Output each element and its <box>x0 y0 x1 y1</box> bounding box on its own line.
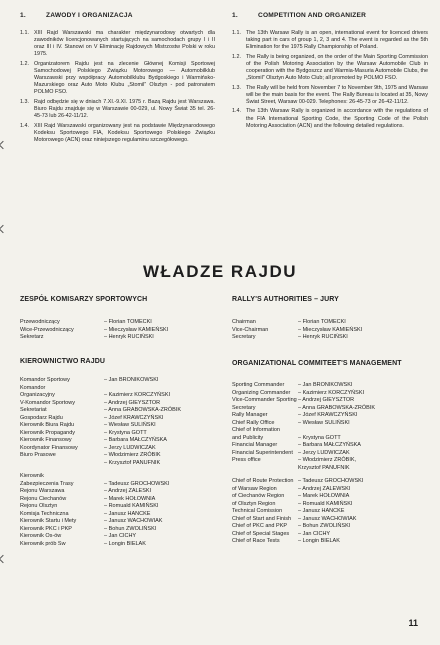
mgmt-heading-pl: KIEROWNICTWO RAJDU <box>20 358 106 365</box>
person-name: – Tadeusz GROCHOWSKI <box>298 478 364 484</box>
role-label: of Warsaw Region <box>232 485 277 492</box>
person-name: – Bohun ZWOLIŃSKI <box>104 525 157 532</box>
person-name: – Janusz HANCKE <box>298 508 345 514</box>
role-label: Kierownik prób Sw <box>20 540 66 547</box>
roster-row <box>232 457 375 465</box>
role-label: Komandor Sportowy <box>20 377 70 383</box>
role-label: Kierownik Os-ów <box>20 533 62 539</box>
person-name: – Andrzej GIEYSZTOR <box>104 399 161 406</box>
role-label: Sekretarz <box>20 334 44 340</box>
paragraph-text: XIII Rajd Warszawski organizowany jest na podstawie Międzynarodowego Kodeksu Sportowego FIA, Kodeksu Sportowego Polskiego Związku Motorowego (ACN) oraz niniejszego regulaminu szczegółowego. <box>34 122 215 143</box>
person-name: – Krzysztof PANUFNIK <box>104 459 161 466</box>
person-name: – Bohun ZWOLIŃSKI <box>298 523 351 529</box>
role-label: Chief Rally Office <box>232 419 275 426</box>
paragraph-text: The 13th Warsaw Rally is organized in accordance with the regulations of the FIA International Sporting Code, the Sporting Code of the Polish Motoring Association (ACN) and the following detailed regulations. <box>246 108 428 129</box>
roster-row <box>20 385 181 393</box>
role-label: Rejonu Warszawa <box>20 488 65 494</box>
person-name: – Janusz WACHOWIAK <box>104 518 163 524</box>
section-pl <box>20 12 215 146</box>
paragraph <box>20 61 215 96</box>
roster-row <box>232 442 375 450</box>
role-label <box>20 460 104 468</box>
paragraph-text: Organizatorem Rajdu jest na zlecenie Głównej Komisji Sportowej Samochodowej Polskiego Związku Motorowego — Automobilklub Warszawski przy współpracy Automobilklubu Bydgoskiego i Warmińsko-Mazurskiego oraz Auto Moto Klubu „Stomil” Olsztyn - pod patronatem POLMO FSO. <box>34 60 215 96</box>
person-name: – Longin BIELAK <box>298 538 340 544</box>
roster-row <box>232 478 375 486</box>
paragraphs-pl <box>20 30 215 144</box>
paragraph <box>232 30 428 51</box>
roster-row <box>20 437 181 445</box>
role-label: Komandor <box>20 384 46 391</box>
roster-row <box>20 430 181 438</box>
person-name: – Jerzy LUDWICZAK <box>104 444 156 451</box>
roster-row <box>232 327 362 335</box>
roster-row <box>20 334 168 342</box>
person-name: – Andrzej GIEYSZTOR <box>298 397 355 403</box>
roster-row <box>20 481 181 489</box>
roster-row <box>232 465 375 473</box>
roster-row <box>20 327 168 335</box>
role-label: Organizing Commander <box>232 389 291 396</box>
person-name: – Henryk RUCIŃSKI <box>298 334 348 340</box>
person-name: – Jerzy LUDWICZAK <box>298 449 350 456</box>
person-name: – Florian TOMECKI <box>298 319 346 325</box>
roster-row <box>232 501 375 509</box>
margin-mark <box>0 555 7 563</box>
paragraph-text: The Rally will be held from November 7 to November 9th, 1975 and Warsaw will be the main basis for the event. The Rally Bureau is located at 35, Nowy Świat Street, Warsaw 00-029. Telephones: 26-45-73 or 26-42-11/12. <box>246 84 428 105</box>
person-name: – Jan CICHY <box>104 533 137 539</box>
role-label: Kierownik Biura Rajdu <box>20 422 75 428</box>
role-label: Press office <box>232 457 261 463</box>
person-name: – Wiesław SULIŃSKI <box>298 419 350 426</box>
person-name: Krzysztof PANUFNIK <box>298 464 350 471</box>
role-label: V-Komandor Sportowy <box>20 399 76 406</box>
role-label: Koordynator Finansowy <box>20 444 78 451</box>
section-heading-pl: 1. ZAWODY I ORGANIZACJA <box>20 12 133 19</box>
paragraphs-en <box>232 30 428 130</box>
roster-row <box>20 533 181 541</box>
person-name: – Jan CICHY <box>298 530 331 537</box>
role-label: Kierownik Propagandy <box>20 429 76 436</box>
person-name: – Longin BIELAK <box>104 540 146 547</box>
section-en <box>232 12 428 132</box>
jury-heading-en: RALLY'S AUTHORITIES – JURY <box>232 296 339 303</box>
roster-row <box>20 400 181 408</box>
paragraph-number: 1.2. <box>232 53 241 60</box>
person-name: – Wiesław SULIŃSKI <box>104 422 156 428</box>
role-label: of Olsztyn Region <box>232 500 276 507</box>
person-name: – Anna GRABOWSKA-ZRÓBIK <box>298 404 376 411</box>
roster-row <box>232 427 375 435</box>
roster-row <box>232 493 375 501</box>
role-label: Chief of Information <box>232 427 280 433</box>
role-label: Sporting Commander <box>232 382 285 388</box>
paragraph-number: 1.2. <box>20 60 29 67</box>
paragraph-text: The Rally is being organized, on the order of the Main Sporting Commission of the Polish Motoring Association by the Warsaw Automobile Club in cooperation with the Bydgoszcz and Warmia-Masuria Automobile Clubs, the „Stomil” Olsztyn Auto Moto Club; all promoted by POLMO FSO. <box>246 53 428 82</box>
person-name: – Romuald KAMIŃSKI <box>298 500 353 507</box>
paragraph <box>232 108 428 129</box>
person-name: – Janusz HANCKE <box>104 510 151 517</box>
roster-row <box>20 407 181 415</box>
role-label: Przewodniczący <box>20 319 60 325</box>
paragraph-text: XIII Rajd Warszawski ma charakter międzynarodowy otwartych dla zawodników licencjonowanych startujących na samochodach grupy I i II oraz III i IV. Stanowi on V Eliminację Rajdowych Mistrzostw Polski w roku 1975. <box>34 30 215 58</box>
person-name: – Romuald KAMIŃSKI <box>104 503 159 509</box>
roster-row <box>232 420 375 428</box>
margin-mark <box>0 141 7 149</box>
roster-row <box>232 319 362 327</box>
person-name: – Tadeusz GROCHOWSKI <box>104 480 170 487</box>
roster-row <box>20 496 181 504</box>
person-name: – Mieczysław KAMIEŃSKI <box>104 326 169 333</box>
roster-row <box>20 452 181 460</box>
paragraph-number: 1.4. <box>20 122 29 129</box>
paragraph <box>20 30 215 58</box>
person-name: – Jan BRONIKOWSKI <box>104 377 159 383</box>
roster-row <box>232 435 375 443</box>
person-name: – Krystyna GOTT <box>298 434 341 441</box>
roster-row <box>20 445 181 453</box>
jury-list-pl <box>20 319 168 342</box>
person-name: – Krystyna GOTT <box>104 429 147 436</box>
roster-row <box>232 486 375 494</box>
person-name: – Andrzej ZALEWSKI <box>298 485 351 492</box>
person-name: – Janusz WACHOWIAK <box>298 515 357 522</box>
role-label: Kierownik Startu i Mety <box>20 518 77 524</box>
person-name: – Marek HOŁOWNIA <box>298 493 350 499</box>
role-label: Kierownik Finansowy <box>20 437 72 443</box>
role-label: Kierownik PKC i PKP <box>20 525 72 532</box>
roster-row <box>20 503 181 511</box>
roster-row <box>232 405 375 413</box>
role-label: Chief of Start and Finish <box>232 515 292 522</box>
role-label: Financial Manager <box>232 442 278 448</box>
role-label: Chief of Race Tests <box>232 538 280 544</box>
roster-row <box>232 382 375 390</box>
roster-row <box>20 473 181 481</box>
person-name: – Barbara MAŁCZYŃSKA <box>298 442 361 448</box>
mgmt-list-pl <box>20 377 181 548</box>
roster-row <box>20 319 168 327</box>
person-name: – Kazimierz KORCZYŃSKI <box>298 389 365 396</box>
roster-row <box>232 412 375 420</box>
jury-list-en <box>232 319 362 342</box>
roster-row <box>20 377 181 385</box>
role-label: Biuro Prasowe <box>20 452 56 458</box>
paragraph-number: 1.4. <box>232 108 241 115</box>
person-name: – Marek HOŁOWNIA <box>104 495 156 502</box>
role-label: Secretary <box>232 404 256 411</box>
person-name: – Włodzimierz ZRÓBIK <box>104 452 161 458</box>
section-heading-en: 1. COMPETITION AND ORGANIZER <box>232 12 367 19</box>
role-label: Wice-Przewodniczący <box>20 326 74 333</box>
paragraph <box>20 99 215 120</box>
role-label: Sekretariat <box>20 407 47 413</box>
main-title: WŁADZE RAJDU <box>143 262 297 281</box>
roster-row <box>20 511 181 519</box>
role-label <box>232 465 298 473</box>
paragraph-text: Rajd odbędzie się w dniach 7.XI.-9.XI. 1975 r. Bazą Rajdu jest Warszawa. Biuro Rajdu znajduje się w Warszawie 00-029, ul. Nowy Świat 35 tel. 26-45-73 lub 26-42-11/12. <box>34 98 215 120</box>
role-label: Secretary <box>232 334 256 340</box>
role-label: Rejonu Ciechanów <box>20 495 67 502</box>
role-label: Vice-Commander Sporting <box>232 397 297 403</box>
role-label: Gospodarz Rajdu <box>20 414 63 421</box>
person-name: – Kazimierz KORCZYŃSKI <box>104 392 171 398</box>
paragraph <box>20 123 215 144</box>
role-label: Rejonu Olsztyn <box>20 503 58 509</box>
roster-row <box>20 460 181 468</box>
role-label: Technical Comission <box>232 508 283 514</box>
paragraph <box>232 85 428 106</box>
roster-row <box>20 392 181 400</box>
role-label: Rally Manager <box>232 412 268 418</box>
role-label: Chief of PKC and PKP <box>232 523 288 529</box>
roster-row <box>232 390 375 398</box>
roster-row <box>20 422 181 430</box>
role-label: Chief of Route Protection <box>232 478 294 484</box>
paragraph-number: 1.3. <box>20 98 29 105</box>
jury-heading-pl: ZESPÓŁ KOMISARZY SPORTOWYCH <box>20 296 148 303</box>
person-name: – Mieczysław KAMIEŃSKI <box>298 326 363 333</box>
paragraph <box>232 54 428 82</box>
mgmt-heading-en: ORGANIZATIONAL COMMITEET'S MANAGEMENT <box>232 360 402 367</box>
role-label: and Publicity <box>232 434 264 441</box>
roster-row <box>232 450 375 458</box>
paragraph-text: The 13th Warsaw Rally is an open, international event for licenced drivers taking part in cars of group 1, 2, 3 and 4. The event is regarded as the 5th Elimination for the 1975 Rally Championship of Poland. <box>246 30 428 51</box>
role-label: Kierownik <box>20 473 44 479</box>
role-label: Vice-Chairman <box>232 326 269 333</box>
paragraph-number: 1.3. <box>232 84 241 91</box>
roster-row <box>232 508 375 516</box>
role-label: Komisja Techniczna <box>20 510 69 517</box>
roster-row <box>232 516 375 524</box>
person-name: – Anna GRABOWSKA-ZRÓBIK <box>104 407 182 413</box>
roster-row <box>232 538 375 546</box>
role-label: Financial Superintendent <box>232 449 293 456</box>
roster-row <box>20 415 181 423</box>
paragraph-number: 1.1. <box>232 30 241 36</box>
person-name: – Florian TOMECKI <box>104 319 152 325</box>
roster-row <box>20 518 181 526</box>
mgmt-list-en <box>232 382 375 546</box>
roster-row <box>20 526 181 534</box>
role-label: Organizacyjny <box>20 392 55 398</box>
roster-row <box>232 397 375 405</box>
roster-row <box>232 523 375 531</box>
person-name: – Henryk RUCIŃSKI <box>104 334 154 340</box>
person-name: – Józef KRAWCZYŃSKI <box>298 412 358 418</box>
role-label: Zabezpieczenia Trasy <box>20 480 74 487</box>
person-name: – Józef KRAWCZYŃSKI <box>104 414 164 421</box>
margin-mark <box>0 225 7 233</box>
role-label: of Ciechanów Region <box>232 493 285 499</box>
role-label: Chairman <box>232 319 256 325</box>
person-name: – Barbara MAŁCZYŃSKA <box>104 437 167 443</box>
page-number: 11 <box>408 618 418 628</box>
roster-row <box>20 541 181 549</box>
role-label: Chief of Special Stages <box>232 530 290 537</box>
person-name: – Andrzej ZALESKI <box>104 488 152 494</box>
person-name: – Jan BRONIKOWSKI <box>298 382 353 388</box>
paragraph-number: 1.1. <box>20 30 29 36</box>
roster-row <box>232 334 362 342</box>
roster-row <box>20 488 181 496</box>
roster-row <box>232 531 375 539</box>
person-name: – Włodzimierz ZRÓBIK, <box>298 457 357 463</box>
